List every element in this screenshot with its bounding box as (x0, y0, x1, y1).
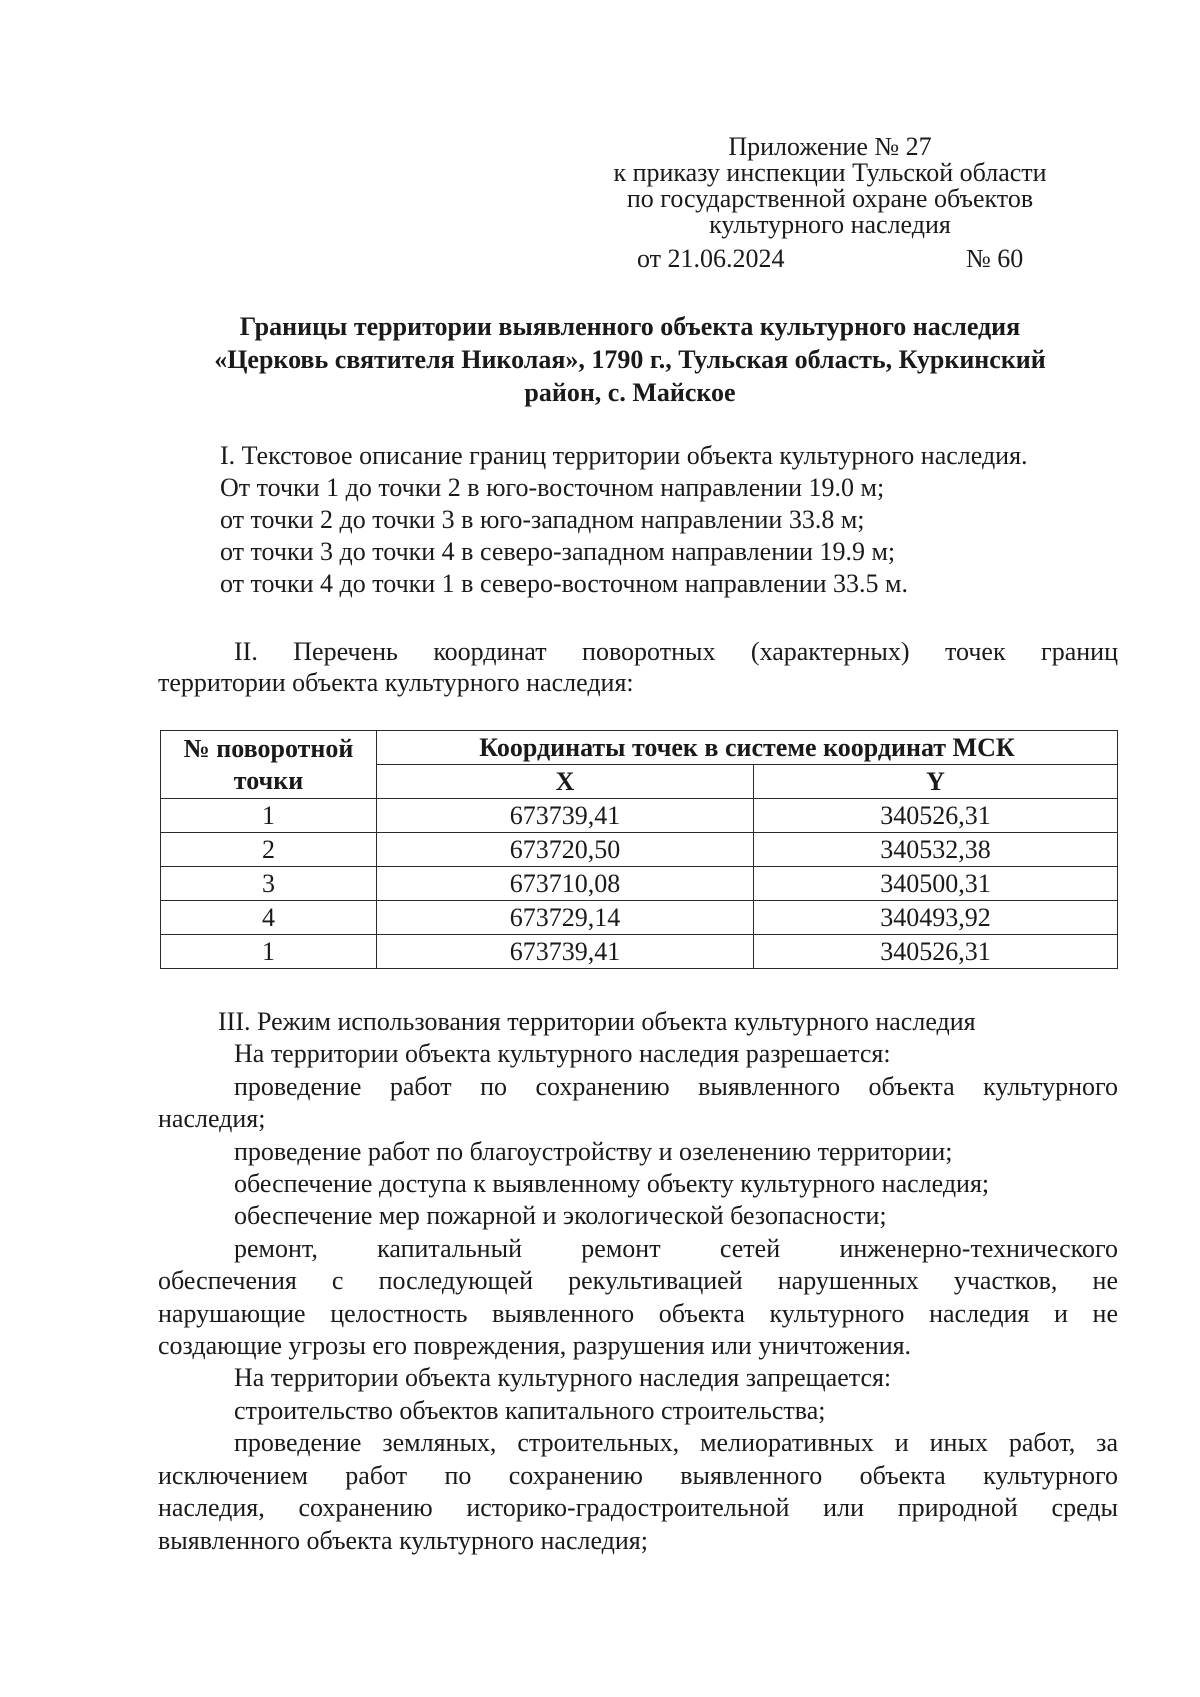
appendix-line: по государственной охране объектов (626, 184, 1034, 213)
table-row (161, 867, 1118, 901)
cell-y: 340532,38 (754, 833, 1118, 867)
section-heading: II. Перечень координат поворотных (характерных) точек границ (234, 637, 1118, 666)
cell-y: 340526,31 (754, 799, 1118, 833)
title-line: район, с. Майское (524, 378, 736, 407)
table-row (161, 833, 1118, 867)
allowed-item-cont: создающие угрозы его повреждения, разрушения или уничтожения. (158, 1331, 912, 1361)
title-line: Границы территории выявленного объекта культурного наследия (239, 312, 1021, 341)
appendix-line: к приказу инспекции Тульской области (613, 158, 1047, 187)
cell-x: 673710,08 (377, 867, 754, 901)
header-point-number: № поворотной точки (161, 731, 377, 799)
allowed-item: ремонт, капитальный ремонт сетей инженерно-технического (234, 1233, 1118, 1263)
allowed-item-cont: наследия; (158, 1104, 266, 1134)
cell-point: 4 (161, 901, 377, 935)
allowed-item-cont: нарушающие целостность выявленного объекта культурного наследия и не (158, 1298, 1118, 1328)
table-header-row (161, 731, 1118, 765)
boundary-line: от точки 2 до точки 3 в юго-западном направлении 33.8 м; (220, 505, 865, 534)
header-coordinates: Координаты точек в системе координат МСК (377, 731, 1118, 765)
appendix-title: Приложение № 27 (728, 132, 932, 161)
forbidden-item: проведение земляных, строительных, мелиоративных и иных работ, за (234, 1428, 1118, 1458)
table-row (161, 935, 1118, 969)
cell-point: 1 (161, 799, 377, 833)
boundary-line: от точки 3 до точки 4 в северо-западном направлении 19.9 м; (220, 537, 896, 566)
cell-x: 673729,14 (377, 901, 754, 935)
title-line: «Церковь святителя Николая», 1790 г., Тульская область, Куркинский (214, 345, 1046, 374)
allowed-item: обеспечение мер пожарной и экологической безопасности; (234, 1201, 887, 1231)
forbidden-intro: На территории объекта культурного наследия запрещается: (234, 1363, 892, 1393)
cell-y: 340500,31 (754, 867, 1118, 901)
order-number: № 60 (966, 244, 1024, 273)
allowed-item: проведение работ по сохранению выявленного объекта культурного (234, 1071, 1118, 1101)
order-date: от 21.06.2024 (637, 244, 785, 273)
document-title (150, 310, 1110, 409)
boundary-line: от точки 4 до точки 1 в северо-восточном направлении 33.5 м. (220, 569, 908, 598)
allowed-item: проведение работ по благоустройству и озеленению территории; (234, 1136, 953, 1166)
section-heading-cont: территории объекта культурного наследия: (158, 668, 634, 697)
cell-point: 1 (161, 935, 377, 969)
cell-point: 3 (161, 867, 377, 901)
header-x: X (377, 765, 754, 799)
forbidden-item: строительство объектов капитального строительства; (234, 1395, 826, 1425)
forbidden-item-cont: выявленного объекта культурного наследия; (158, 1525, 648, 1555)
cell-point: 2 (161, 833, 377, 867)
cell-y: 340526,31 (754, 935, 1118, 969)
section-coordinates-heading (158, 636, 1118, 698)
allowed-intro: На территории объекта культурного наследия разрешается: (234, 1039, 891, 1069)
appendix-line: культурного наследия (709, 210, 951, 239)
table-row (161, 799, 1118, 833)
cell-y: 340493,92 (754, 901, 1118, 935)
boundary-line: От точки 1 до точки 2 в юго-восточном направлении 19.0 м; (220, 473, 885, 502)
cell-x: 673720,50 (377, 833, 754, 867)
cell-x: 673739,41 (377, 799, 754, 833)
table-row (161, 901, 1118, 935)
section-heading: III. Режим использования территории объекта культурного наследия (218, 1007, 976, 1036)
coordinates-table (160, 730, 1118, 969)
forbidden-item-cont: исключением работ по сохранению выявленного объекта культурного (158, 1460, 1118, 1490)
section-heading: I. Текстовое описание границ территории объекта культурного наследия. (220, 441, 1028, 470)
appendix-header (560, 134, 1100, 238)
cell-x: 673739,41 (377, 935, 754, 969)
allowed-item: обеспечение доступа к выявленному объекту культурного наследия; (234, 1169, 990, 1199)
forbidden-item-cont: наследия, сохранению историко-градостроительной или природной среды (158, 1493, 1118, 1523)
header-y: Y (754, 765, 1118, 799)
section-usage-regime (158, 1006, 1118, 1557)
section-boundary-description (220, 440, 1028, 600)
allowed-item-cont: обеспечения с последующей рекультивацией нарушенных участков, не (158, 1266, 1118, 1296)
